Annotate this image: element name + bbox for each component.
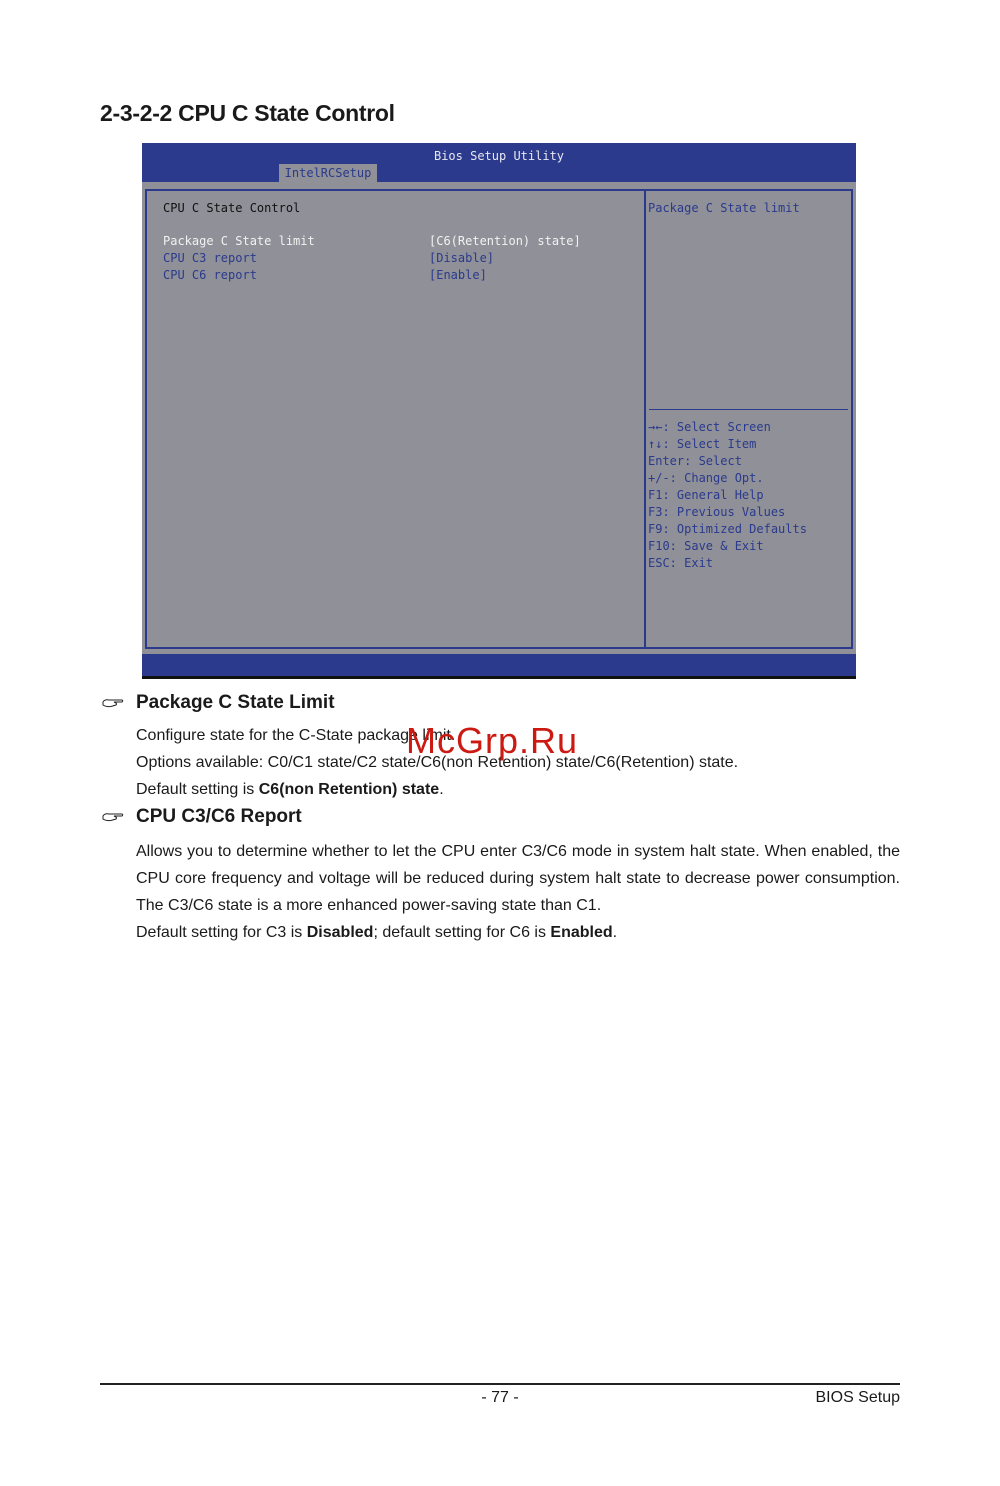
help-divider [649,409,848,410]
bios-row-label: Package C State limit [163,234,315,248]
item-heading-text: CPU C3/C6 Report [136,806,302,827]
pointing-hand-icon [102,697,124,709]
item-heading-text: Package C State Limit [136,692,335,713]
default-c6-value: Enabled [550,924,613,941]
section-title: 2-3-2-2 CPU C State Control [100,100,395,126]
key-hint: Enter: Select [648,454,742,468]
watermark: McGrp.Ru [406,720,579,761]
item-heading-cpu-c3-c6-report [102,806,302,828]
bios-row-cpu-c6-report[interactable] [163,268,643,285]
default-c3-value: Disabled [306,924,374,941]
default-prefix: Default setting for C3 is [136,924,307,941]
pointing-hand-icon [102,811,124,823]
key-hint: ↑↓: Select Item [648,437,757,451]
bios-bottom-line [142,676,856,679]
bios-title: Bios Setup Utility [433,149,565,163]
bios-page-heading: CPU C State Control [163,201,301,215]
item-heading-package-c-state-limit [102,692,335,714]
page-number: - 77 - [481,1389,519,1406]
bios-screenshot [142,143,856,679]
key-hint: F9: Optimized Defaults [648,522,807,536]
bios-row-label: CPU C6 report [163,268,257,282]
bios-help-pane [644,189,853,649]
default-prefix: Default setting is [136,781,259,798]
bios-tab-intelrcsetup[interactable]: IntelRCSetup [279,164,377,182]
default-suffix: . [439,781,444,798]
description-line: Options available: C0/C1 state/C2 state/C6(non Retention) state/C6(Retention) state. [136,754,739,771]
default-value: C6(non Retention) state [258,781,440,798]
help-title: Package C State limit [648,201,800,215]
default-suffix: . [612,924,618,941]
bios-row-package-c-state-limit[interactable] [163,234,643,251]
default-setting-line [136,919,900,946]
bios-row-value[interactable]: [C6(Retention) state] [429,234,581,248]
key-hint: F3: Previous Values [648,505,786,519]
bios-row-value[interactable]: [Enable] [429,268,487,282]
item-description [136,838,900,946]
key-hint: F10: Save & Exit [648,539,764,553]
key-hint: ESC: Exit [648,556,714,570]
footer-section-name: BIOS Setup [815,1389,900,1406]
bios-row-cpu-c3-report[interactable] [163,251,643,268]
description-line: Configure state for the C-State package limit. [136,727,456,744]
default-mid: ; default setting for C6 is [373,924,551,941]
footer-rule [100,1383,900,1385]
key-hint: →←: Select Screen [648,420,771,434]
key-hint: +/-: Change Opt. [648,471,764,485]
default-setting-line [136,776,900,803]
key-legend [648,420,807,573]
description-paragraph: Allows you to determine whether to let the CPU enter C3/C6 mode in system halt state. When enabled, the CPU core frequency and voltage will be reduced during system halt state to decrease power consumption. The C3/C6 state is a more enhanced power-saving state than C1. [136,843,900,914]
bios-row-value[interactable]: [Disable] [429,251,495,265]
bios-row-label: CPU C3 report [163,251,257,265]
key-hint: F1: General Help [648,488,764,502]
